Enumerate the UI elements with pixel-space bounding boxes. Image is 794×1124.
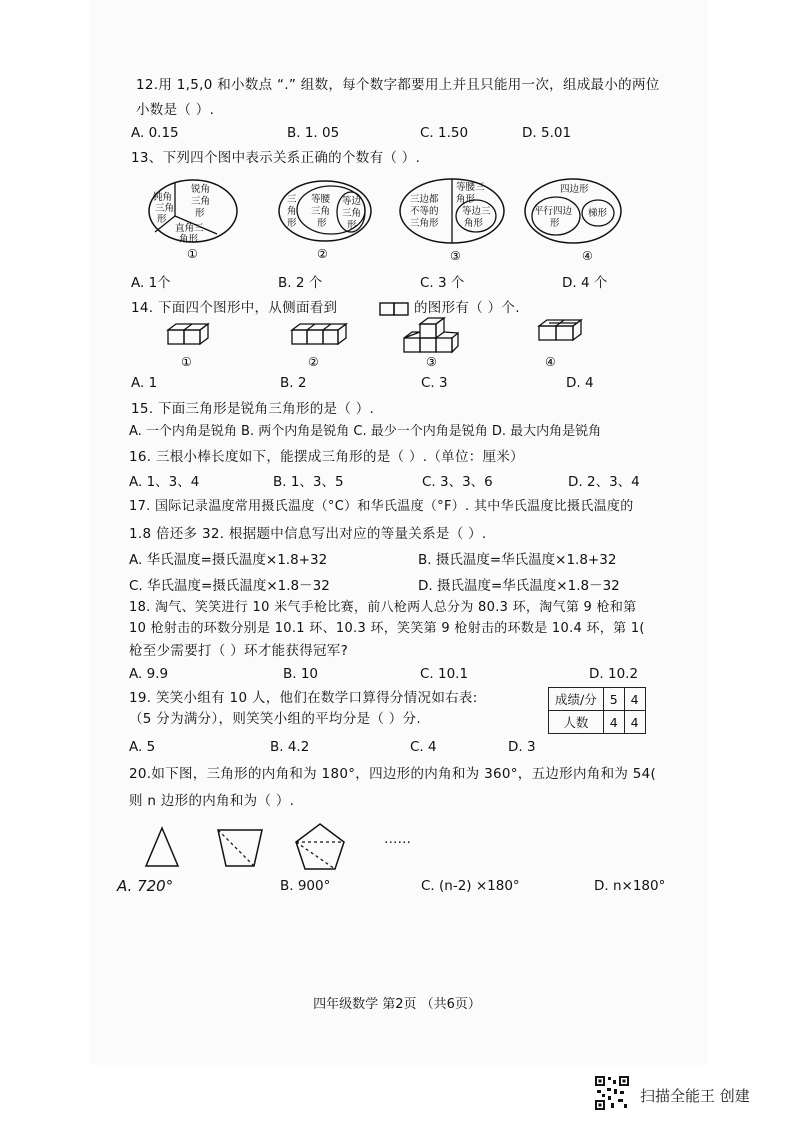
q19-cell-score-5: 5 <box>603 688 624 711</box>
q19-cell-score-4: 4 <box>624 688 645 711</box>
q14-option-b: B. 2 <box>280 375 307 391</box>
q13-option-b: B. 2 个 <box>278 275 323 291</box>
q13-option-a: A. 1个 <box>131 275 171 291</box>
q19-score-table <box>548 687 646 734</box>
f2-number: ② <box>317 247 328 260</box>
q14-cube-figure-3 <box>400 316 462 370</box>
f1-c2: 角形 <box>179 234 199 245</box>
f1-number: ① <box>187 247 198 260</box>
q12-option-d: D. 5.01 <box>522 125 572 141</box>
q16-stem: 16. 三根小棒长度如下，能摆成三角形的是（ ）.（单位：厘米） <box>129 449 524 465</box>
q19-cell-header-score: 成绩/分 <box>549 688 604 711</box>
q16-option-c: C. 3、3、6 <box>422 474 493 490</box>
q18-option-a: A. 9.9 <box>129 666 169 682</box>
q13-stem: 13、下列四个图中表示关系正确的个数有（ ）. <box>131 150 421 166</box>
q12-stem-line2: 小数是（ ）. <box>136 102 215 118</box>
scanner-watermark: 扫描全能王 创建 <box>640 1087 750 1105</box>
q14-option-a: A. 1 <box>131 375 158 391</box>
q13-figure-2 <box>275 178 375 260</box>
f2-a1: 三 <box>287 194 297 205</box>
q16-option-a: A. 1、3、4 <box>129 474 200 490</box>
f4-a2: 形 <box>550 218 560 229</box>
q17-option-c: C. 华氏温度=摄氏温度×1.8－32 <box>129 578 330 594</box>
q19-cell-count-5: 4 <box>603 711 624 734</box>
q14-figure-2-number: ② <box>308 355 319 369</box>
f2-c1: 等边 <box>342 196 362 207</box>
q18-option-c: C. 10.1 <box>420 666 469 682</box>
q18-stem-line1: 18. 淘气、笑笑进行 10 米气手枪比赛，前八枪两人总分为 80.3 环，淘气第 9 枪和第 <box>129 600 637 615</box>
f2-c3: 形 <box>347 220 357 231</box>
q13-figure-4 <box>522 176 624 262</box>
q12-option-c: C. 1.50 <box>420 125 469 141</box>
q14-option-d: D. 4 <box>566 375 594 391</box>
f3-a1: 三边都 <box>410 194 439 205</box>
triangle-figure <box>142 826 182 870</box>
f3-a3: 三角形 <box>410 218 439 229</box>
quadrilateral-figure <box>216 828 264 870</box>
q14-cube-figure-2 <box>288 320 350 370</box>
q19-option-a: A. 5 <box>129 739 156 755</box>
q15-options: A. 一个内角是锐角 B. 两个内角是锐角 C. 最少一个内角是锐角 D. 最大内角是锐角 <box>129 424 602 439</box>
q19-option-b: B. 4.2 <box>270 739 310 755</box>
q14-figure-3-number: ③ <box>426 355 437 369</box>
f1-a3: 形 <box>157 214 167 225</box>
q12-option-b: B. 1. 05 <box>287 125 340 141</box>
q17-stem-line2: 1.8 倍还多 32. 根据题中信息写出对应的等量关系是（ ）. <box>129 526 487 542</box>
f1-b1: 锐角 <box>191 184 211 195</box>
q18-stem-line2: 10 枪射击的环数分别是 10.1 环、10.3 环，笑笑第 9 枪射击的环数是 10.4 环，第 1( <box>129 621 645 636</box>
q14-stem-part2: 的图形有（ ）个. <box>414 300 520 316</box>
f3-c2: 角形 <box>464 218 484 229</box>
f3-c1: 等边三 <box>462 206 491 217</box>
q19-stem-line1: 19. 笑笑小组有 10 人，他们在数学口算得分情况如右表: <box>129 690 478 706</box>
f3-b1: 等腰三 <box>456 182 485 193</box>
q13-option-c: C. 3 个 <box>420 275 465 291</box>
q15-stem: 15. 下面三角形是锐角三角形的是（ ）. <box>131 401 375 417</box>
q14-cube-figure-4 <box>535 316 587 370</box>
q19-option-c: C. 4 <box>410 739 437 755</box>
q20-option-c: C. (n-2) ×180° <box>421 878 520 894</box>
f3-a2: 不等的 <box>410 206 439 217</box>
q17-stem-line1: 17. 国际记录温度常用摄氏温度（°C）和华氏温度（°F）. 其中华氏温度比摄氏温度的 <box>129 499 634 514</box>
q19-cell-count-4: 4 <box>624 711 645 734</box>
f2-a3: 形 <box>287 218 297 229</box>
q13-option-d: D. 4 个 <box>562 275 608 291</box>
f3-number: ③ <box>450 249 461 262</box>
f2-b3: 形 <box>317 218 327 229</box>
q16-option-d: D. 2、3、4 <box>568 474 640 490</box>
q20-option-d: D. n×180° <box>594 878 666 894</box>
f4-number: ④ <box>582 249 593 262</box>
page-footer: 四年级数学 第2页 （共6页） <box>313 997 481 1012</box>
q14-figure-1-number: ① <box>181 355 192 369</box>
f3-b2: 角形 <box>456 194 476 205</box>
f1-c1: 直角三 <box>175 223 204 234</box>
q20-stem-line2: 则 n 边形的内角和为（ ）. <box>129 793 295 809</box>
q18-stem-line3: 枪至少需要打（ ）环才能获得冠军? <box>129 643 349 659</box>
q14-cube-figure-1 <box>164 320 212 370</box>
q17-option-d: D. 摄氏温度=华氏温度×1.8－32 <box>418 578 620 594</box>
q20-stem-line1: 20.如下图，三角形的内角和为 180°，四边形的内角和为 360°，五边形内角和为 54( <box>129 766 657 782</box>
f1-b3: 形 <box>195 208 205 219</box>
q20-ellipsis: …… <box>384 831 411 847</box>
f2-b2: 三角 <box>311 206 331 217</box>
q19-stem-line2: （5 分为满分），则笑笑小组的平均分是（ ）分. <box>129 711 421 727</box>
q16-option-b: B. 1、3、5 <box>273 474 344 490</box>
q13-figure-3 <box>396 176 508 262</box>
f1-a1: 钝角 <box>153 192 173 203</box>
f4-a1: 平行四边 <box>534 206 573 217</box>
pentagon-figure <box>294 822 346 872</box>
q19-option-d: D. 3 <box>508 739 536 755</box>
f1-a2: 三角 <box>155 203 175 214</box>
q18-option-d: D. 10.2 <box>589 666 639 682</box>
q19-cell-header-count: 人数 <box>549 711 604 734</box>
f1-b2: 三角 <box>191 196 211 207</box>
qr-code-icon <box>594 1075 630 1111</box>
q20-option-b: B. 900° <box>280 878 331 894</box>
f4-top: 四边形 <box>560 184 589 195</box>
q14-stem-part1: 14. 下面四个图形中，从侧面看到 <box>131 300 338 316</box>
two-squares-icon <box>379 302 411 316</box>
f4-b: 梯形 <box>588 208 608 219</box>
q12-option-a: A. 0.15 <box>131 125 179 141</box>
f2-c2: 三角 <box>342 208 362 219</box>
q12-stem-line1: 12.用 1,5,0 和小数点 “.” 组数，每个数字都要用上并且只能用一次，组成最小的两位 <box>136 77 660 93</box>
q14-option-c: C. 3 <box>421 375 448 391</box>
q13-figure-1 <box>147 178 243 260</box>
q17-option-a: A. 华氏温度=摄氏温度×1.8+32 <box>129 552 328 568</box>
f2-b1: 等腰 <box>311 194 331 205</box>
f2-a2: 角 <box>287 206 297 217</box>
q14-figure-4-number: ④ <box>545 355 556 369</box>
q19-table-row-score <box>549 688 646 711</box>
q17-option-b: B. 摄氏温度=华氏温度×1.8+32 <box>418 552 617 568</box>
q18-option-b: B. 10 <box>283 666 319 682</box>
q20-option-a: A. 720° <box>117 877 174 895</box>
q19-table-row-count <box>549 711 646 734</box>
